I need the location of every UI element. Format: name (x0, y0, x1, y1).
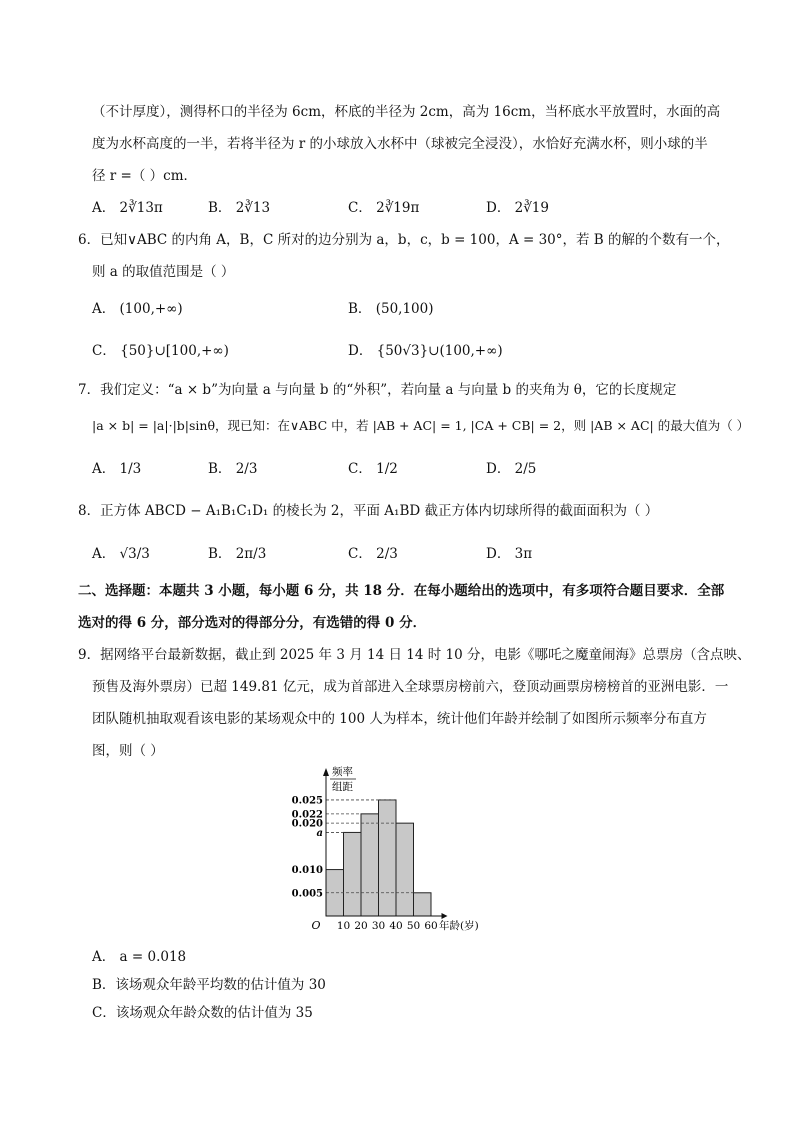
section2-line1: 二、选择题：本题共 3 小题，每小题 6 分，共 18 分．在每小题给出的选项中，有多项符合题目要求．全部 (78, 583, 725, 599)
x-tick-label-5: 60 (424, 920, 438, 932)
q7-line2: |a × b| = |a|·|b|sinθ，现已知：在∨ABC 中，若 |AB + AC| = 1, |CA + CB| = 2，则 |AB × AC| 的最大值为（ ） (92, 418, 750, 433)
q7-option-c: C． 1/2 (348, 461, 398, 477)
q8-option-b: B． 2π/3 (208, 546, 267, 562)
q5-option-a: A． 2∛13π (92, 200, 163, 216)
q8-option-c: C． 2/3 (348, 546, 398, 562)
q9-line3: 团队随机抽取观看该电影的某场观众中的 100 人为样本，统计他们年龄并绘制了如图所示频率分布直方 (92, 711, 707, 727)
q7-line1: 7．我们定义：“a × b”为向量 a 与向量 b 的“外积”，若向量 a 与向量 b 的夹角为 θ，它的长度规定 (78, 382, 677, 398)
q8-option-a: A． √3/3 (92, 546, 150, 562)
q8-line1: 8．正方体 ABCD − A₁B₁C₁D₁ 的棱长为 2，平面 A₁BD 截正方体内切球所得的截面面积为（ ） (78, 503, 659, 519)
q7-option-b: B． 2/3 (208, 461, 258, 477)
x-tick-label-2: 30 (371, 920, 386, 932)
histogram-bar-4 (396, 823, 414, 916)
q6-option-c: C． {50}∪[100,+∞) (92, 343, 229, 359)
q6-line1: 6．已知∨ABC 的内角 A，B，C 所对的边分别为 a，b，c，b = 100，A = 30°，若 B 的解的个数有一个， (78, 232, 730, 248)
histogram-bar-5 (414, 893, 432, 916)
q5-line3: 径 r =（ ）cm． (92, 168, 198, 184)
y-tick-label-5: 0.005 (291, 888, 323, 900)
x-tick-label-4: 50 (406, 920, 421, 932)
q9-option-a: A． a = 0.018 (92, 949, 187, 965)
y-axis-arrow (323, 768, 329, 776)
q9-line4: 图，则（ ） (92, 743, 164, 759)
q9-line2: 预售及海外票房）已超 149.81 亿元，成为首部进入全球票房榜前六，登顶动画票房榜榜首的亚洲电影．一 (92, 679, 729, 695)
q6-line2: 则 a 的取值范围是（ ） (92, 264, 235, 280)
histogram-bar-1 (344, 832, 362, 916)
q6-option-d: D． {50√3}∪(100,+∞) (348, 343, 503, 359)
q9-option-b: B．该场观众年龄平均数的估计值为 30 (92, 977, 326, 993)
y-tick-label-2: 0.020 (291, 818, 323, 830)
q5-line2: 度为水杯高度的一半，若将半径为 r 的小球放入水杯中（球被完全浸没），水恰好充满水杯，则小球的半 (92, 136, 708, 152)
x-axis-label: 年龄(岁) (439, 920, 479, 932)
q5-line1: （不计厚度），测得杯口的半径为 6cm，杯底的半径为 2cm，高为 16cm，当杯底水平放置时，水面的高 (92, 104, 721, 120)
y-axis-label-bottom: 组距 (332, 781, 353, 793)
q8-option-d: D． 3π (486, 546, 533, 562)
y-tick-label-0: 0.025 (291, 795, 323, 807)
x-axis-arrow (442, 913, 448, 919)
frequency-histogram (290, 766, 520, 936)
x-tick-label-0: 10 (336, 920, 351, 932)
histogram-bar-3 (379, 800, 397, 916)
origin-label: O (311, 919, 321, 932)
x-tick-label-1: 20 (354, 920, 368, 932)
q9-option-c: C．该场观众年龄众数的估计值为 35 (92, 1005, 313, 1021)
q6-option-a: A． (100,+∞) (92, 301, 183, 317)
q5-option-b: B． 2∛13 (208, 200, 271, 216)
q5-option-d: D． 2∛19 (486, 200, 549, 216)
q6-option-b: B． (50,100) (348, 301, 434, 317)
q5-option-c: C． 2∛19π (348, 200, 420, 216)
q9-line1: 9．据网络平台最新数据，截止到 2025 年 3 月 14 日 14 时 10 分，电影《哪吒之魔童闹海》总票房（含点映、 (78, 647, 751, 663)
section2-line2: 选对的得 6 分，部分选对的得部分分，有选错的得 0 分． (78, 615, 427, 631)
y-tick-label-1: 0.022 (291, 809, 323, 821)
y-axis-label-top: 频率 (332, 766, 353, 778)
q7-option-d: D． 2/5 (486, 461, 537, 477)
q7-option-a: A． 1/3 (92, 461, 142, 477)
y-tick-label-4: 0.010 (291, 865, 323, 877)
y-tick-label-3: a (316, 827, 323, 839)
x-tick-label-3: 40 (389, 920, 403, 932)
histogram-bar-2 (361, 814, 379, 916)
